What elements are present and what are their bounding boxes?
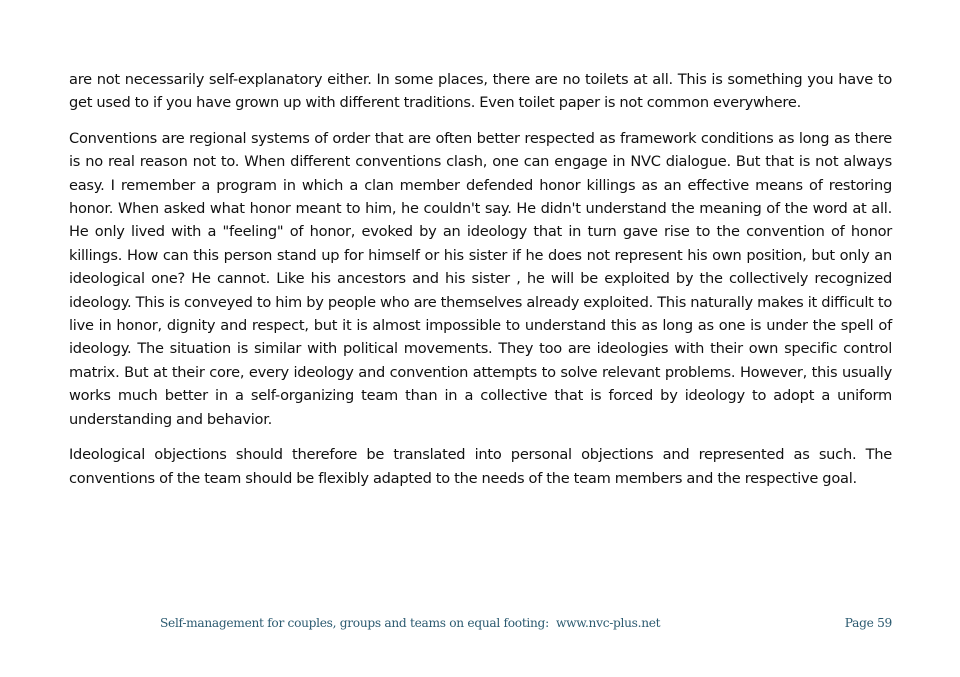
body-text <box>69 68 892 502</box>
page-number: Page 59 <box>844 616 892 630</box>
paragraph-3: Ideological objections should therefore be translated into personal objections and represented as such. The conventions of the team should be flexibly adapted to the needs of the team members and the respective goal. <box>69 446 892 487</box>
paragraph-1: are not necessarily self-explanatory either. In some places, there are no toilets at all. This is something you have to get used to if you have grown up with different traditions. Even toilet paper is not common everywhere. <box>69 71 892 112</box>
paragraph-2: Conventions are regional systems of order that are often better respected as framework conditions as long as there is no real reason not to. When different conventions clash, one can engage in NVC dialogue. But that is not always easy. I remember a program in which a clan member defended honor killings as an effective means of restoring honor. When asked what honor meant to him, he couldn't say. He didn't understand the meaning of the word at all. He only lived with a "feeling" of honor, evoked by an ideology that in turn gave rise to the convention of honor killings. How can this person stand up for himself or his sister if he does not represent his own position, but only an ideological one? He cannot. Like his ancestors and his sister , he will be exploited by the collectively recognized ideology. This is conveyed to him by people who are themselves already exploited. This naturally makes it difficult to live in honor, dignity and respect, but it is almost impossible to understand this as long as one is under the spell of ideology. The situation is similar with political movements. They too are ideologies with their own specific control matrix. But at their core, every ideology and convention attempts to solve relevant problems. However, this usually works much better in a self-organizing team than in a collective that is forced by ideology to adopt a uniform understanding and behavior. <box>69 129 892 428</box>
footer-book-title: Self-management for couples, groups and teams on equal footing: <box>160 616 549 630</box>
footer-source <box>160 616 660 630</box>
footer-website: www.nvc-plus.net <box>556 616 661 630</box>
